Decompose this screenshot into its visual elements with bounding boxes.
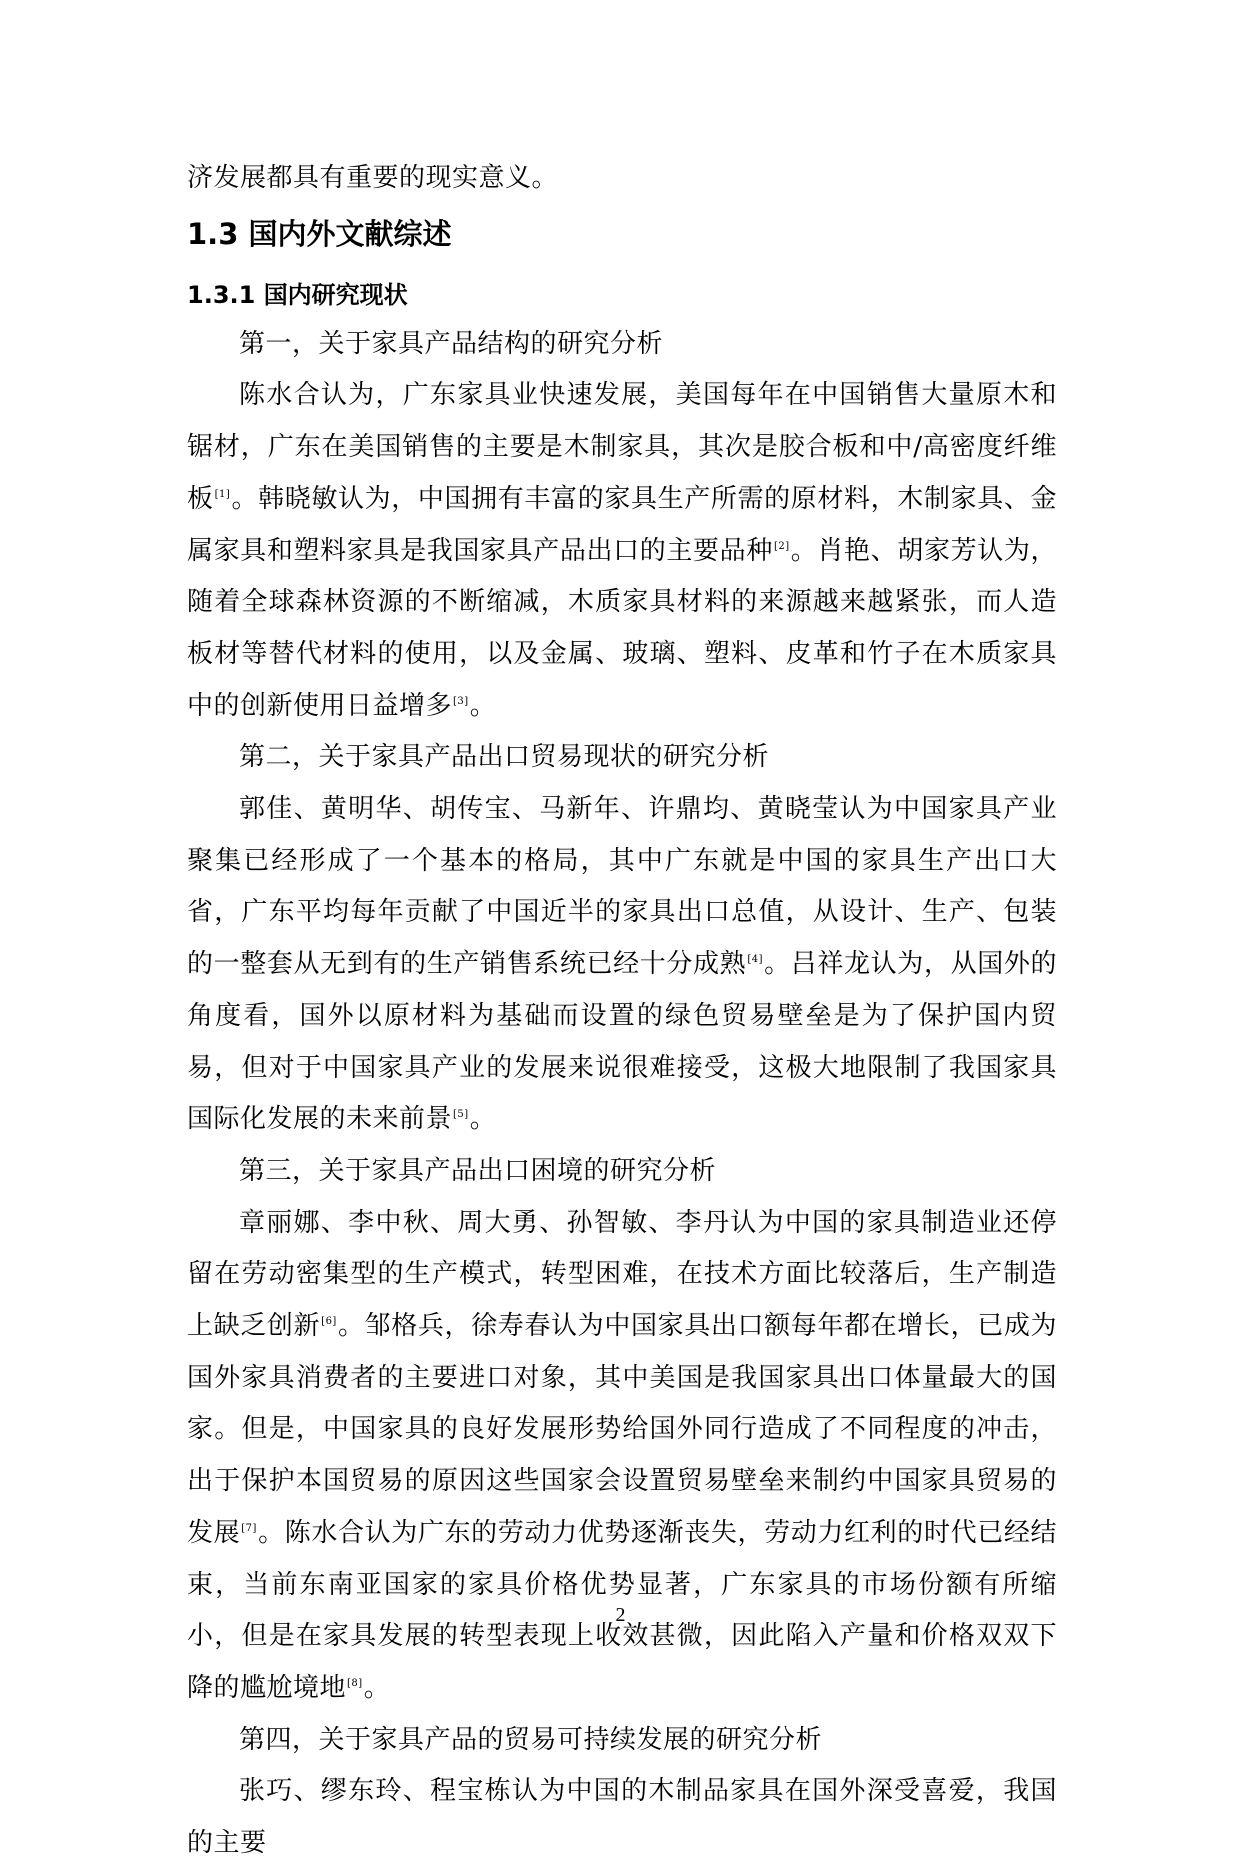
paragraph-text: 张巧、缪东玲、程宝栋认为中国的木制品家具在国外深受喜爱，我国的主要 xyxy=(187,1776,1057,1859)
page-number: 2 xyxy=(615,1604,626,1626)
topic-heading-2: 第二，关于家具产品出口贸易现状的研究分析 xyxy=(239,742,770,773)
topic-heading-1: 第一，关于家具产品结构的研究分析 xyxy=(239,328,664,359)
paragraph-text: 。吕祥龙认为，从国外的角度看，国外以原材料为基础而设置的绿色贸易壁垒是为了保护国内贸易，但对于中国家具产业的发展来说很难接受，这极大地限制了我国家具国际化发展的未来前景 xyxy=(187,949,1057,1135)
paragraph-text: 。 xyxy=(469,690,497,721)
section-heading: 1.3 国内外文献综述 xyxy=(187,216,452,251)
paragraph-sustainable-trade xyxy=(187,1766,1057,1869)
paragraph-export-status xyxy=(187,784,1057,1146)
citation-ref: [7] xyxy=(241,1522,257,1534)
topic-heading-4: 第四，关于家具产品的贸易可持续发展的研究分析 xyxy=(239,1724,823,1755)
paragraph-text: 。邹格兵，徐寿春认为中国家具出口额每年都在增长，已成为国外家具消费者的主要进口对象，其中美国是我国家具出口体量最大的国家。但是，中国家具的良好发展形势给国外同行造成了不同程度的冲击，出于保护本国贸易的原因这些国家会设置贸易壁垒来制约中国家具贸易的发展 xyxy=(187,1311,1057,1548)
continued-paragraph-line: 济发展都具有重要的现实意义。 xyxy=(187,163,559,193)
subsection-heading: 1.3.1 国内研究现状 xyxy=(187,280,408,309)
citation-ref: [4] xyxy=(747,954,763,966)
paragraph-product-structure xyxy=(187,370,1057,732)
citation-ref: [5] xyxy=(453,1109,469,1121)
paragraph-text: 。 xyxy=(469,1104,497,1135)
paragraph-text: 章丽娜、李中秋、周大勇、孙智敏、李丹认为中国的家具制造业还停留在劳动密集型的生产模式，转型困难，在技术方面比较落后，生产制造上缺乏创新 xyxy=(187,1207,1057,1342)
topic-heading-3: 第三，关于家具产品出口困境的研究分析 xyxy=(239,1155,717,1186)
paragraph-text: 。肖艳、胡家芳认为，随着全球森林资源的不断缩减，木质家具材料的来源越来越紧张，而人造板材等替代材料的使用，以及金属、玻璃、塑料、皮革和竹子在木质家具中的创新使用日益增多 xyxy=(187,535,1057,721)
paragraph-export-difficulties xyxy=(187,1198,1057,1715)
paragraph-text: 陈水合认为，广东家具业快速发展，美国每年在中国销售大量原木和锯材，广东在美国销售的主要是木制家具，其次是胶合板和中/高密度纤维板 xyxy=(187,380,1057,514)
paragraph-text: 。陈水合认为广东的劳动力优势逐渐丧失，劳动力红利的时代已经结束，当前东南亚国家的家具价格优势显著，广东家具的市场份额有所缩小，但是在家具发展的转型表现上收效甚微，因此陷入产量和价格双双下降的尴尬境地 xyxy=(187,1517,1057,1703)
paragraph-text: 。 xyxy=(363,1672,391,1703)
citation-ref: [8] xyxy=(347,1677,363,1689)
citation-ref: [6] xyxy=(321,1316,337,1328)
paragraph-text: 。韩晓敏认为，中国拥有丰富的家具生产所需的原材料，木制家具、金属家具和塑料家具是我国家具产品出口的主要品种 xyxy=(187,483,1057,566)
citation-ref: [3] xyxy=(453,695,469,707)
paragraph-text: 郭佳、黄明华、胡传宝、马新年、许鼎均、黄晓莹认为中国家具产业聚集已经形成了一个基本的格局，其中广东就是中国的家具生产出口大省，广东平均每年贡献了中国近半的家具出口总值，从设计、生产、包装的一整套从无到有的生产销售系统已经十分成熟 xyxy=(187,794,1057,980)
citation-ref: [2] xyxy=(773,540,790,552)
citation-ref: [1] xyxy=(214,488,231,500)
